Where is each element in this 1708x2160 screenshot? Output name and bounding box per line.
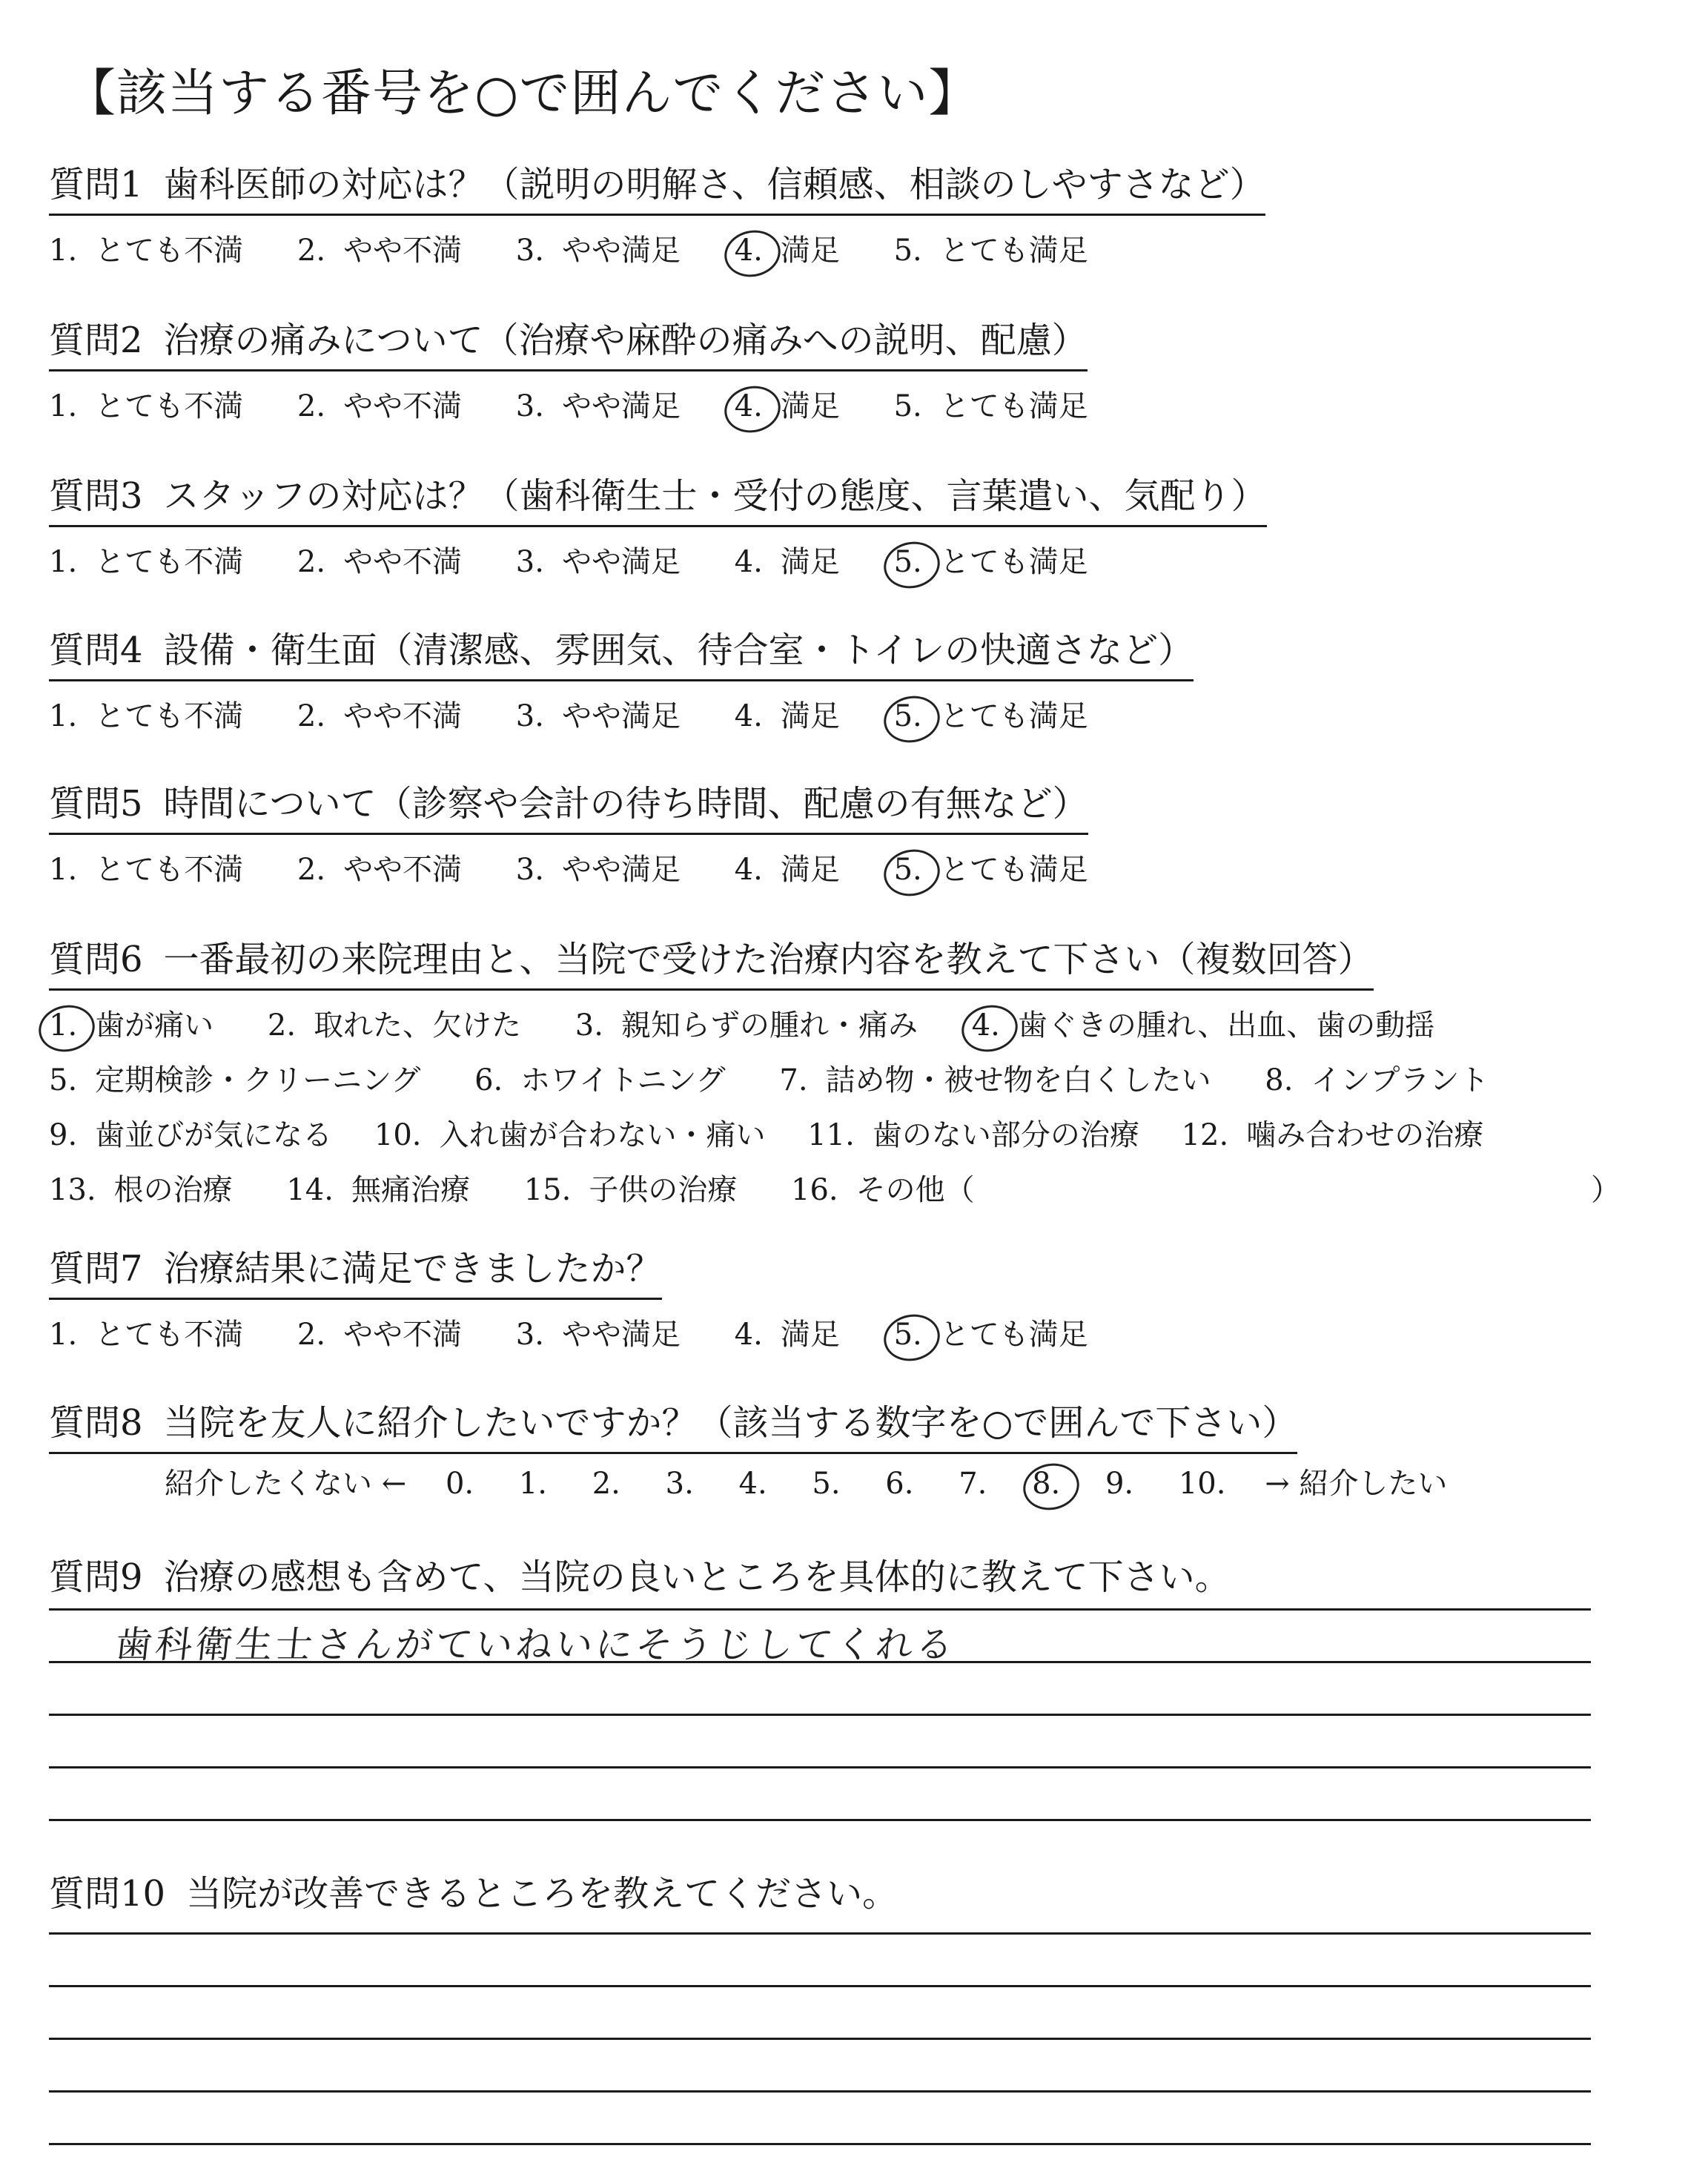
question-label: 質問7 — [49, 1248, 143, 1289]
option-number: 6. — [474, 1063, 503, 1097]
option-3[interactable] — [516, 689, 681, 744]
option-label: 歯ぐきの腫れ、出血、歯の動揺 — [1017, 1008, 1435, 1043]
option-label: とても満足 — [939, 389, 1088, 423]
option-label: 満足 — [780, 1318, 840, 1352]
reason-10[interactable] — [374, 1108, 766, 1163]
option-label: 子供の治療 — [589, 1173, 738, 1207]
question-text: 治療の感想も含めて、当院の良いところを具体的に教えて下さい。 — [163, 1556, 1231, 1598]
answer-line — [49, 2143, 1591, 2145]
option-3[interactable] — [516, 535, 681, 589]
reason-4[interactable] — [972, 998, 1435, 1053]
option-number: 5. — [893, 699, 922, 733]
scale-value-text: 8. — [1032, 1467, 1061, 1501]
question-label: 質問1 — [49, 164, 143, 205]
scale-value-5[interactable]: 5. — [812, 1467, 841, 1501]
option-number: 4. — [971, 1008, 1000, 1043]
option-2[interactable] — [297, 689, 462, 744]
option-number: 3. — [515, 545, 544, 579]
selected-circle-mark — [879, 845, 944, 901]
page-title: 【該当する番号を○で囲んでください】 — [65, 65, 980, 123]
scale-left-label: 紹介したくない ← — [165, 1467, 407, 1501]
reason-12[interactable] — [1182, 1108, 1484, 1163]
answer-options — [49, 689, 1680, 744]
option-4[interactable] — [735, 535, 840, 589]
option-2[interactable] — [297, 379, 462, 434]
answer-lines[interactable] — [49, 1932, 1680, 2145]
option-number: 12. — [1181, 1118, 1229, 1152]
option-5[interactable] — [894, 535, 1088, 589]
option-5[interactable] — [894, 379, 1088, 434]
option-label: やや満足 — [561, 389, 681, 423]
option-5[interactable] — [894, 1307, 1088, 1362]
option-label: 満足 — [780, 389, 840, 423]
option-number: 3. — [515, 1318, 544, 1352]
option-label: やや満足 — [561, 853, 681, 887]
scale-value-4[interactable]: 4. — [738, 1467, 767, 1501]
option-number: 8. — [1265, 1063, 1294, 1097]
option-label: やや満足 — [561, 699, 681, 733]
reason-3[interactable] — [575, 998, 918, 1053]
question-label: 質問5 — [49, 783, 143, 825]
reason-13[interactable] — [49, 1163, 233, 1218]
option-label: とても満足 — [939, 1318, 1088, 1352]
option-2[interactable] — [297, 1307, 462, 1362]
reason-7[interactable] — [779, 1053, 1211, 1108]
option-4[interactable] — [735, 379, 840, 434]
option-label: とても不満 — [95, 1318, 244, 1352]
option-label: やや満足 — [561, 234, 681, 268]
option-number: 5. — [49, 1063, 78, 1097]
selected-circle-mark — [957, 1000, 1022, 1057]
selected-circle-mark — [879, 537, 944, 593]
reason-6[interactable] — [474, 1053, 726, 1108]
scale-value-7[interactable]: 7. — [959, 1467, 987, 1501]
option-1[interactable] — [49, 535, 243, 589]
option-label: とても満足 — [939, 234, 1088, 268]
reason-options-row-4 — [49, 1163, 1680, 1218]
option-label: とても満足 — [939, 853, 1088, 887]
option-1[interactable] — [49, 379, 243, 434]
option-2[interactable] — [297, 535, 462, 589]
option-number: 3. — [575, 1008, 603, 1043]
answer-options — [49, 842, 1680, 897]
question-1-heading — [49, 156, 1265, 210]
option-number: 14. — [286, 1173, 334, 1207]
option-number: 1. — [49, 545, 78, 579]
question-10-heading — [49, 1865, 898, 1919]
question-5-heading — [49, 775, 1088, 829]
scale-value-1[interactable]: 1. — [518, 1467, 548, 1501]
option-2[interactable] — [297, 223, 462, 278]
question-text: スタッフの対応は？（歯科衛生士・受付の態度、言葉遣い、気配り） — [163, 475, 1267, 517]
option-label: ホワイトニング — [520, 1063, 726, 1097]
scale-value-2[interactable]: 2. — [592, 1467, 620, 1501]
option-number: 1. — [49, 699, 78, 733]
selected-circle-mark — [1019, 1459, 1083, 1515]
option-5[interactable] — [894, 223, 1088, 278]
option-number: 2. — [297, 699, 326, 733]
question-5 — [49, 775, 1680, 897]
selected-circle-mark — [879, 1309, 944, 1366]
option-number: 1. — [49, 1008, 78, 1043]
option-number: 13. — [49, 1173, 96, 1207]
option-number: 4. — [734, 853, 763, 887]
option-label: 無痛治療 — [351, 1173, 470, 1207]
answer-line — [49, 1819, 1591, 1821]
option-label: やや不満 — [343, 1318, 463, 1352]
option-label: 満足 — [780, 699, 840, 733]
option-number: 1. — [49, 234, 78, 268]
question-3-heading — [49, 467, 1267, 521]
option-number: 5. — [893, 389, 922, 423]
option-number: 2. — [297, 234, 326, 268]
option-number: 3. — [515, 699, 544, 733]
reason-11[interactable] — [807, 1108, 1139, 1163]
answer-options — [49, 379, 1680, 434]
question-label: 質問4 — [49, 630, 143, 671]
option-label: とても満足 — [939, 545, 1088, 579]
option-number: 10. — [374, 1118, 422, 1152]
option-number: 3. — [515, 389, 544, 423]
option-label: 歯が痛い — [95, 1008, 214, 1043]
question-10 — [49, 1865, 1680, 2145]
option-1[interactable] — [49, 689, 243, 744]
option-number: 5. — [893, 545, 922, 579]
option-label: 噛み合わせの治療 — [1246, 1118, 1484, 1152]
option-label: 取れた、欠けた — [314, 1008, 522, 1043]
question-label: 質問6 — [49, 939, 143, 980]
reason-options-row-2 — [49, 1053, 1680, 1108]
question-4-heading — [49, 621, 1194, 676]
scale-value-9[interactable]: 9. — [1105, 1467, 1134, 1501]
option-number: 5. — [893, 234, 922, 268]
option-4[interactable] — [735, 842, 840, 897]
selected-circle-mark — [720, 225, 784, 282]
option-1[interactable] — [49, 842, 243, 897]
option-label: やや不満 — [343, 545, 463, 579]
option-label: やや満足 — [561, 1318, 681, 1352]
option-4[interactable] — [735, 223, 840, 278]
question-label: 質問10 — [49, 1873, 166, 1915]
reason-1[interactable] — [49, 998, 214, 1053]
scale-value-6[interactable]: 6. — [885, 1467, 914, 1501]
option-2[interactable] — [297, 842, 462, 897]
option-label: とても不満 — [95, 545, 244, 579]
reason-9[interactable] — [49, 1108, 332, 1163]
question-text: 治療の痛みについて（治療や麻酔の痛みへの説明、配慮） — [163, 320, 1088, 361]
option-label: とても不満 — [95, 234, 244, 268]
option-number: 5. — [893, 853, 922, 887]
question-8 — [49, 1394, 1680, 1502]
option-number: 4. — [734, 1318, 763, 1352]
reason-16-other[interactable] — [791, 1163, 975, 1218]
option-label: その他（ — [855, 1173, 975, 1207]
recommend-scale — [153, 1460, 1680, 1502]
option-label: やや不満 — [343, 389, 463, 423]
option-number: 9. — [49, 1118, 78, 1152]
question-text: 歯科医師の対応は？（説明の明解さ、信頼感、相談のしやすさなど） — [163, 164, 1265, 205]
option-label: やや不満 — [343, 853, 463, 887]
question-9 — [49, 1548, 1680, 1821]
option-number: 4. — [734, 699, 763, 733]
question-7-heading — [49, 1240, 662, 1294]
option-label: やや不満 — [343, 234, 463, 268]
option-5[interactable] — [894, 689, 1088, 744]
option-1[interactable] — [49, 1307, 243, 1362]
option-number: 2. — [297, 853, 326, 887]
question-text: 設備・衛生面（清潔感、雰囲気、待合室・トイレの快適さなど） — [163, 630, 1194, 671]
question-label: 質問8 — [49, 1402, 143, 1444]
option-label: とても不満 — [95, 389, 244, 423]
option-3[interactable] — [516, 379, 681, 434]
option-4[interactable] — [735, 1307, 840, 1362]
scale-value-0[interactable]: 0. — [445, 1467, 474, 1501]
reason-options-row-1 — [49, 998, 1680, 1053]
question-2 — [49, 311, 1680, 434]
option-label: 満足 — [780, 234, 840, 268]
answer-options — [49, 535, 1680, 589]
option-number: 1. — [49, 1318, 78, 1352]
reason-options-row-3 — [49, 1108, 1680, 1163]
question-6 — [49, 931, 1680, 1218]
option-number: 1. — [49, 853, 78, 887]
option-label: とても不満 — [95, 853, 244, 887]
question-text: 当院を友人に紹介したいですか？（該当する数字を○で囲んで下さい） — [163, 1402, 1298, 1444]
option-number: 7. — [779, 1063, 808, 1097]
option-label: 定期検診・クリーニング — [95, 1063, 421, 1097]
reason-5[interactable] — [49, 1053, 420, 1108]
answer-lines[interactable] — [49, 1608, 1680, 1821]
question-6-heading — [49, 931, 1374, 985]
option-label: 満足 — [780, 853, 840, 887]
scale-value-3[interactable]: 3. — [665, 1467, 694, 1501]
question-text: 当院が改善できるところを教えてください。 — [186, 1873, 898, 1915]
option-label: 歯のない部分の治療 — [872, 1118, 1139, 1152]
option-3[interactable] — [516, 842, 681, 897]
option-number: 3. — [515, 234, 544, 268]
selected-circle-mark — [34, 1000, 99, 1057]
option-label: 親知らずの腫れ・痛み — [620, 1008, 918, 1043]
option-number: 15. — [523, 1173, 572, 1207]
option-label: 根の治療 — [113, 1173, 233, 1207]
question-9-heading — [49, 1548, 1231, 1602]
option-number: 4. — [734, 234, 763, 268]
option-label: やや不満 — [343, 699, 463, 733]
reason-2[interactable] — [268, 998, 521, 1053]
question-3 — [49, 467, 1680, 589]
question-8-heading — [49, 1394, 1297, 1448]
option-number: 5. — [893, 1318, 922, 1352]
option-label: やや満足 — [561, 545, 681, 579]
option-number: 2. — [297, 545, 326, 579]
answer-line-row — [49, 1611, 1680, 1666]
answer-options — [49, 223, 1680, 278]
answer-options — [49, 1307, 1680, 1362]
option-number: 2. — [267, 1008, 297, 1043]
question-text: 時間について（診察や会計の待ち時間、配慮の有無など） — [163, 783, 1088, 825]
option-label: 詰め物・被せ物を白くしたい — [825, 1063, 1211, 1097]
option-3[interactable] — [516, 1307, 681, 1362]
option-label: とても不満 — [95, 699, 244, 733]
option-number: 4. — [734, 545, 763, 579]
option-5[interactable] — [894, 842, 1088, 897]
selected-circle-mark — [879, 691, 944, 747]
option-number: 16. — [791, 1173, 838, 1207]
question-label: 質問3 — [49, 475, 143, 517]
handwritten-answer: 歯科衛生士さんがていねいにそうじしてくれる — [113, 1623, 959, 1666]
scale-right-label: → 紹介したい — [1265, 1467, 1448, 1501]
other-close-paren: ） — [1591, 1173, 1621, 1207]
question-2-heading — [49, 311, 1088, 366]
option-number: 2. — [297, 1318, 326, 1352]
question-7 — [49, 1240, 1680, 1362]
selected-circle-mark — [720, 381, 784, 437]
reason-14[interactable] — [286, 1163, 470, 1218]
option-label: 歯並びが気になる — [95, 1118, 333, 1152]
question-text: 一番最初の来院理由と、当院で受けた治療内容を教えて下さい（複数回答） — [163, 939, 1374, 980]
option-number: 1. — [49, 389, 78, 423]
option-1[interactable] — [49, 223, 243, 278]
question-label: 質問2 — [49, 320, 143, 361]
option-number: 11. — [807, 1118, 855, 1152]
option-label: インプラント — [1311, 1063, 1489, 1097]
option-label: 入れ歯が合わない・痛い — [439, 1118, 766, 1152]
reason-15[interactable] — [524, 1163, 738, 1218]
option-label: とても満足 — [939, 699, 1088, 733]
option-number: 2. — [297, 389, 326, 423]
option-3[interactable] — [516, 223, 681, 278]
option-4[interactable] — [735, 689, 840, 744]
scale-value-10[interactable]: 10. — [1178, 1467, 1226, 1501]
question-1 — [49, 156, 1680, 278]
option-number: 3. — [515, 853, 544, 887]
option-label: 満足 — [780, 545, 840, 579]
question-text: 治療結果に満足できましたか？ — [163, 1248, 662, 1289]
question-label: 質問9 — [49, 1556, 143, 1598]
scale-value-8[interactable] — [1032, 1467, 1060, 1501]
option-number: 4. — [734, 389, 763, 423]
question-4 — [49, 621, 1680, 744]
reason-8[interactable] — [1265, 1053, 1489, 1108]
